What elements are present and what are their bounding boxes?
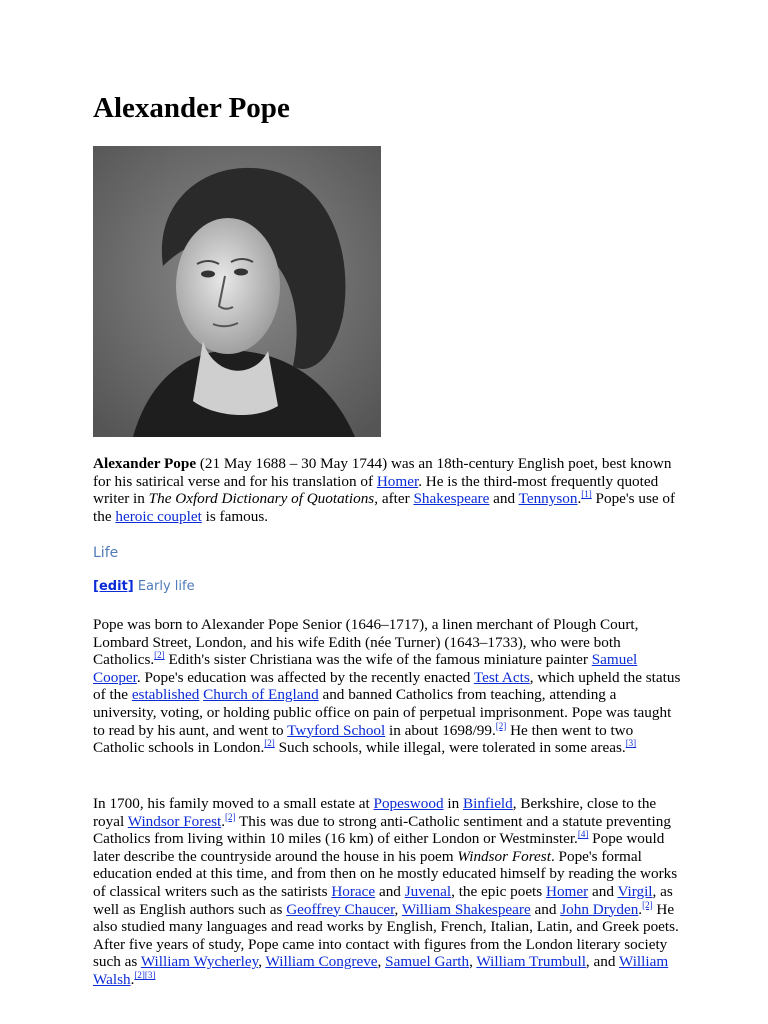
portrait-drawing <box>93 146 381 437</box>
link-shakespeare[interactable]: Shakespeare <box>413 490 490 508</box>
reference-link[interactable]: [2] <box>642 899 653 910</box>
link-church-of-england[interactable]: Church of England <box>203 686 319 704</box>
link-windsor-forest[interactable]: Windsor Forest <box>127 812 222 830</box>
body-text: . <box>130 970 135 988</box>
reference-link[interactable]: [2] <box>154 650 165 661</box>
link-twyford-school[interactable]: Twyford School <box>287 721 386 739</box>
body-text: . <box>638 900 643 918</box>
subject-name: Alexander Pope <box>93 455 197 472</box>
link-juvenal[interactable]: Juvenal <box>404 882 452 900</box>
link-william-walsh[interactable]: William Walsh <box>93 953 669 988</box>
reference-link[interactable]: [3] <box>144 969 156 980</box>
body-text: and banned Catholics from teaching, attending a university, voting, or holding public office on pain of perpetual imprisonment. Pope was taught to read by his aunt, and went to <box>93 686 672 739</box>
portrait-image <box>93 146 381 437</box>
intro-text: . He is the third-most frequently quoted writer in <box>93 472 659 508</box>
body-text: Edith's sister Christiana was the wife of the famous miniature painter <box>164 651 592 669</box>
link-horace[interactable]: Horace <box>331 882 376 900</box>
body-text: . Pope's education was affected by the recently enacted <box>136 668 474 686</box>
paragraph-early-life-2 <box>93 795 683 989</box>
subsection-heading-early-life <box>93 579 195 594</box>
body-text: in about 1698/99. <box>385 721 496 739</box>
link-samuel-cooper[interactable]: Samuel Cooper <box>93 651 638 686</box>
section-heading-life: Life <box>93 545 119 561</box>
body-text: and <box>530 900 561 918</box>
reference-link[interactable]: [3] <box>625 738 637 749</box>
body-text: , Berkshire, close to the royal <box>93 795 657 830</box>
body-text: in <box>443 795 463 812</box>
body-text: , the epic poets <box>451 882 546 900</box>
poem-title: Windsor Forest <box>457 847 551 865</box>
link-william-trumbull[interactable]: William Trumbull <box>476 953 586 971</box>
link-john-dryden[interactable]: John Dryden <box>560 900 639 918</box>
link-tennyson[interactable]: Tennyson <box>518 490 578 508</box>
body-text: He then went to two Catholic schools in London. <box>93 721 634 757</box>
link-test-acts[interactable]: Test Acts <box>473 668 530 686</box>
edit-link[interactable]: [edit] <box>93 579 134 594</box>
link-william-wycherley[interactable]: William Wycherley <box>140 953 259 971</box>
intro-text: is famous. <box>201 507 269 525</box>
reference-link[interactable]: [4] <box>577 829 589 840</box>
link-homer-2[interactable]: Homer <box>546 882 589 900</box>
book-title: The Oxford Dictionary of Quotations <box>148 490 375 508</box>
link-virgil[interactable]: Virgil <box>617 882 653 900</box>
body-text: , as well as English authors such as <box>93 882 673 918</box>
link-geoffrey-chaucer[interactable]: Geoffrey Chaucer <box>286 900 395 918</box>
link-william-shakespeare[interactable]: William Shakespeare <box>401 900 531 918</box>
body-text: Pope was born to Alexander Pope Senior (1646–1717), a linen merchant of Plough Court, Lombard Street, London, and his wife Edith (née Turner) (1643–1733), who were both Catholics. <box>93 616 639 669</box>
body-text: , <box>258 953 266 971</box>
reference-link[interactable]: [2] <box>134 969 145 980</box>
body-text: and <box>588 882 618 900</box>
link-binfield[interactable]: Binfield <box>462 795 513 812</box>
reference-link[interactable]: [1] <box>581 489 592 500</box>
link-homer[interactable]: Homer <box>376 472 419 490</box>
body-text: Pope would later describe the countryside around the house in his poem <box>93 830 665 865</box>
reference-link[interactable]: [2] <box>495 720 507 731</box>
paragraph-early-life-1 <box>93 616 683 757</box>
intro-text: (21 May 1688 – 30 May 1744) was an 18th-century English poet, best known for his satirical verse and for his translation of <box>93 455 672 490</box>
intro-text: Pope's use of the <box>93 490 676 525</box>
intro-paragraph: Alexander Pope (21 May 1688 – 30 May 1744) was an 18th-century English poet, best known for his satirical verse and for his translation of Homer. He is the third-most frequently quoted writer in The Oxford Dictionary of Quotations, after Shakespeare and Tennyson.[1] Pope's use of the heroic couplet is famous. <box>93 455 676 525</box>
body-text: . <box>221 812 225 830</box>
body-text: , <box>377 953 386 971</box>
body-text: and <box>375 882 405 900</box>
link-established[interactable]: established <box>131 686 200 704</box>
intro-text: , after <box>374 490 414 508</box>
link-popeswood[interactable]: Popeswood <box>373 795 444 812</box>
link-william-congreve[interactable]: William Congreve <box>265 953 378 971</box>
body-text: This was due to strong anti-Catholic sentiment and a statute preventing Catholics from living within 10 miles (16 km) of either London or Westminster. <box>93 812 671 848</box>
intro-text: and <box>489 490 519 508</box>
body-text: , <box>394 900 402 918</box>
reference-link[interactable]: [2] <box>225 811 236 822</box>
body-text: . Pope's formal education ended at this time, and from then on he mostly educated himself by reading the works of classical writers such as the satirists <box>93 847 678 900</box>
link-samuel-garth[interactable]: Samuel Garth <box>385 953 470 971</box>
body-text: , and <box>585 953 619 971</box>
body-text: He also studied many languages and read works by English, French, Italian, Latin, and Greek poets. After five years of study, Pope came into contact with figures from the London literary society such as <box>93 900 679 971</box>
body-text: , which upheld the status of the <box>93 668 681 704</box>
subsection-title: Early life <box>133 579 195 594</box>
body-text: Such schools, while illegal, were tolerated in some areas. <box>274 739 626 757</box>
body-text: , <box>469 953 477 971</box>
page-title: Alexander Pope <box>93 92 290 124</box>
link-heroic-couplet[interactable]: heroic couplet <box>115 507 202 525</box>
body-text: In 1700, his family moved to a small estate at <box>93 795 374 812</box>
reference-link[interactable]: [2] <box>264 738 275 749</box>
